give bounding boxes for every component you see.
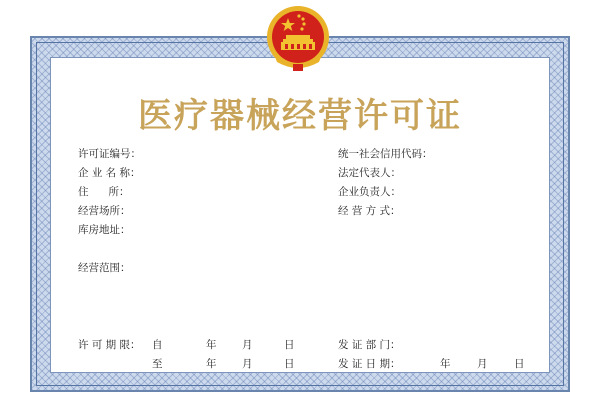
validity-from: 自 [152,339,163,351]
validity-to: 至 [152,358,163,370]
issue-month: 月 [477,358,488,370]
warehouse-address-label: 库房地址： [78,224,131,236]
validity-to-day: 日 [284,358,295,370]
national-emblem-icon [263,4,333,74]
company-name-label: 企 业 名 称： [78,167,141,179]
validity-label: 许 可 期 限： [78,339,141,351]
business-scope-label: 经营范围： [78,262,131,274]
issuing-department-label: 发 证 部 门： [338,339,401,351]
credit-code-label: 统一社会信用代码： [338,148,433,160]
validity-to-month: 月 [242,358,253,370]
validity-from-day: 日 [284,339,295,351]
validity-from-month: 月 [242,339,253,351]
legal-representative-label: 法定代表人： [338,167,401,179]
license-number-label: 许可证编号： [78,148,141,160]
business-mode-label: 经 营 方 式： [338,205,401,217]
issue-year: 年 [440,358,451,370]
issue-date-label: 发 证 日 期： [338,358,401,370]
validity-to-year: 年 [206,358,217,370]
validity-from-year: 年 [206,339,217,351]
domicile-label: 住 所： [78,186,130,198]
issue-day: 日 [514,358,525,370]
business-premises-label: 经营场所： [78,205,131,217]
certificate-title: 医疗器械经营许可证 [138,96,462,136]
enterprise-head-label: 企业负责人： [338,186,401,198]
